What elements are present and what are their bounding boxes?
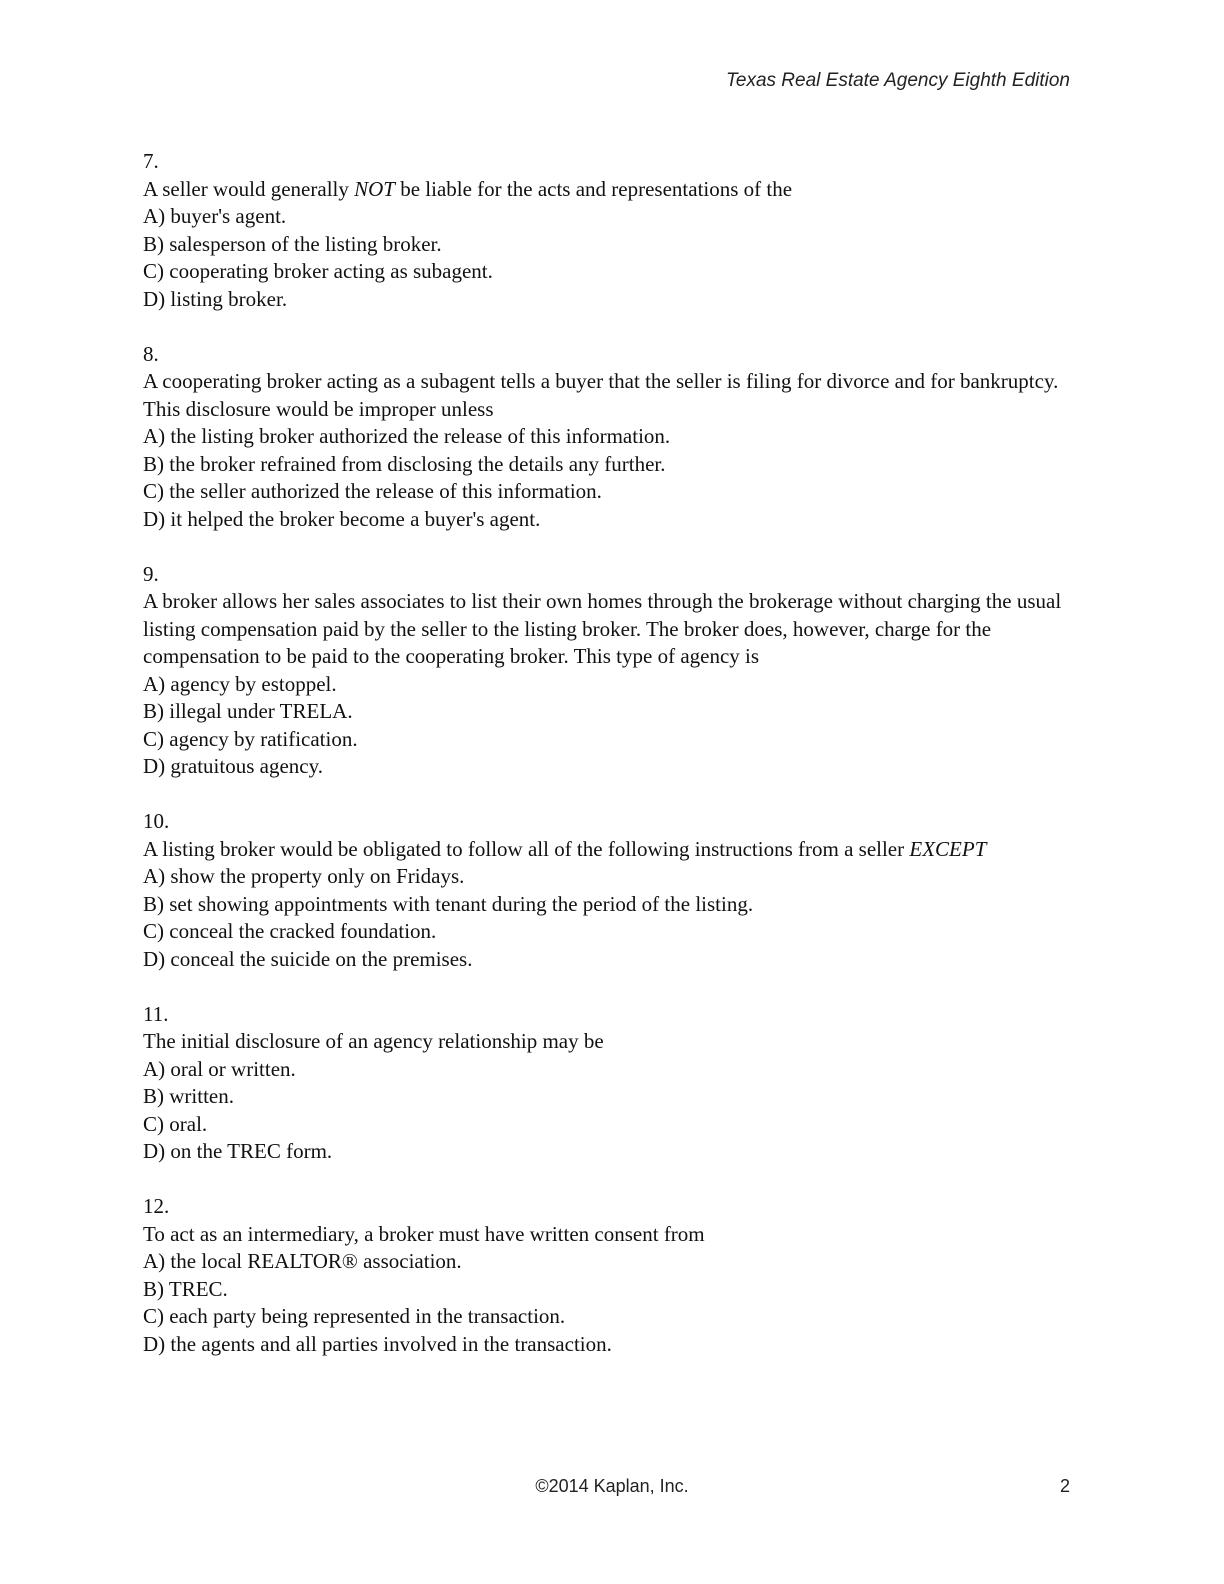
option-b: B) TREC. [143,1276,228,1301]
question-12 [143,1193,1083,1358]
footer-copyright: ©2014 Kaplan, Inc. [535,1476,689,1496]
question-number: 8. [143,341,159,366]
option-d: D) the agents and all parties involved in the transaction. [143,1331,612,1356]
option-c: C) agency by ratification. [143,726,358,751]
question-10 [143,808,1083,973]
question-stem [143,836,1083,864]
option-a: A) the local REALTOR® association. [143,1249,462,1273]
question-number: 11. [143,1001,169,1026]
running-header: Texas Real Estate Agency Eighth Edition [726,70,1070,91]
question-stem: A cooperating broker acting as a subagent tells a buyer that the seller is filing for divorce and for bankruptcy. This disclosure would be improper unless [143,369,1059,421]
stem-emphasis: EXCEPT [909,836,987,861]
stem-text: A seller would generally [143,176,355,201]
option-b: B) set showing appointments with tenant during the period of the listing. [143,891,754,916]
option-a: A) show the property only on Fridays. [143,864,465,888]
question-9 [143,561,1083,781]
question-number: 9. [143,561,159,586]
option-a: A) buyer's agent. [143,204,287,228]
option-c: C) conceal the cracked foundation. [143,919,437,943]
question-number: 12. [143,1194,170,1218]
option-d: D) on the TREC form. [143,1139,333,1163]
question-11 [143,1001,1083,1166]
question-8 [143,341,1083,534]
option-b: B) salesperson of the listing broker. [143,231,442,256]
question-stem: The initial disclosure of an agency relationship may be [143,1029,604,1053]
stem-emphasis: NOT [354,176,395,201]
option-c: C) the seller authorized the release of this information. [143,479,602,503]
option-a: A) agency by estoppel. [143,671,337,696]
question-number: 10. [143,809,170,833]
stem-text-after: be liable for the acts and representations of the [394,176,793,201]
option-d: D) listing broker. [143,286,288,311]
option-d: D) conceal the suicide on the premises. [143,946,473,971]
stem-text: A listing broker would be obligated to follow all of the following instructions from a seller [143,836,910,861]
question-7 [143,148,1083,313]
option-c: C) oral. [143,1111,208,1136]
question-stem [143,176,1083,204]
option-d: D) it helped the broker become a buyer's agent. [143,506,541,531]
option-b: B) written. [143,1084,234,1108]
question-number: 7. [143,149,159,173]
option-a: A) the listing broker authorized the release of this information. [143,424,671,448]
option-c: C) each party being represented in the transaction. [143,1304,566,1328]
option-b: B) illegal under TRELA. [143,699,353,723]
page-number: 2 [1059,1476,1070,1496]
option-a: A) oral or written. [143,1056,296,1081]
option-d: D) gratuitous agency. [143,754,323,778]
question-stem: To act as an intermediary, a broker must have written consent from [143,1221,705,1246]
option-b: B) the broker refrained from disclosing the details any further. [143,451,666,476]
option-c: C) cooperating broker acting as subagent. [143,259,493,283]
question-list [143,148,1083,1386]
question-stem: A broker allows her sales associates to list their own homes through the brokerage without charging the usual listing compensation paid by the seller to the listing broker. The broker does, however, charge for the compensation to be paid to the cooperating broker. This type of agency is [143,589,1062,668]
